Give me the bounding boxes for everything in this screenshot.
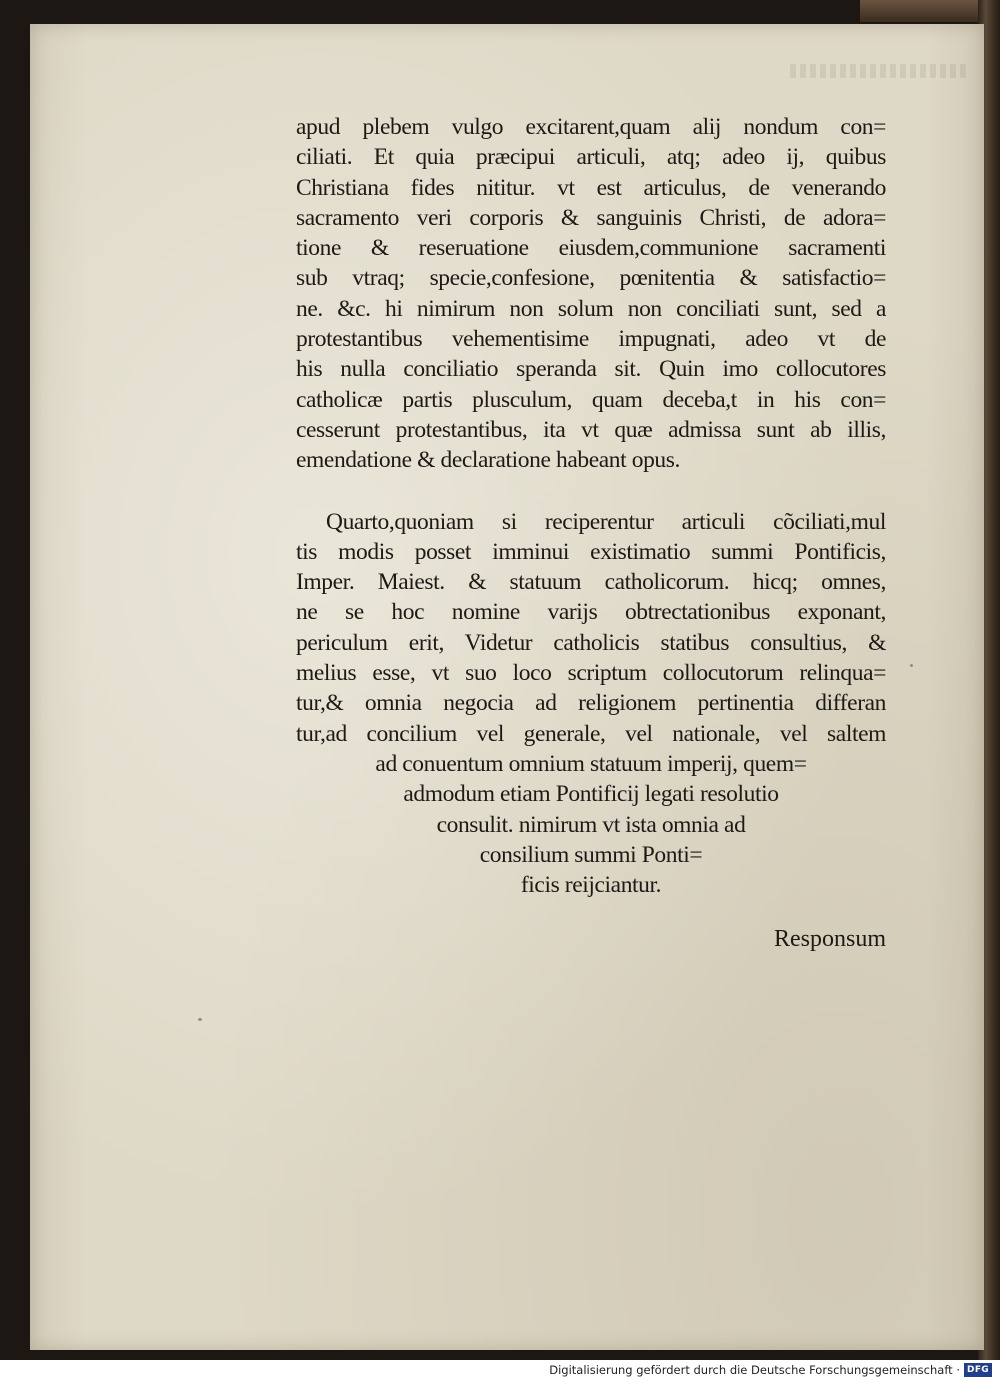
funding-credit: Digitalisierung gefördert durch die Deutsche Forschungsgemeinschaft · xyxy=(549,1363,960,1377)
text-line: Imper. Maiest. & statuum catholicorum. hicq; omnes, xyxy=(296,569,886,596)
catchword: Responsum xyxy=(773,926,886,952)
text-line: periculum erit, Videtur catholicis statibus consultius, & xyxy=(296,629,886,656)
text-line: emendatione & declaratione habeant opus. xyxy=(296,447,680,474)
paper-speck xyxy=(910,664,913,667)
paper-speck xyxy=(198,1018,202,1021)
text-line: tione & reseruatione eiusdem,communione sacramenti xyxy=(296,235,886,262)
text-line: Quarto,quoniam si reciperentur articuli cõciliati,mul xyxy=(326,508,886,535)
text-line: sub vtraq; specie,confesione, pœnitentia & satisfactio= xyxy=(296,265,886,292)
text-line: ne. &c. hi nimirum non solum non conciliati sunt, sed a xyxy=(296,295,886,322)
text-line: ne se hoc nomine varijs obtrectationibus exponant, xyxy=(296,599,886,626)
paragraph-1 xyxy=(296,112,886,476)
page-text xyxy=(296,112,886,900)
text-line: Christiana fides nititur. vt est articulus, de venerando xyxy=(296,174,886,201)
text-line: ciliati. Et quia præcipui articuli, atq; adeo ij, quibus xyxy=(296,144,886,171)
show-through-text xyxy=(790,64,970,78)
tapered-line: ficis reijciantur. xyxy=(520,872,662,899)
text-line: tur,ad concilium vel generale, vel nationale, vel saltem xyxy=(296,720,886,747)
dfg-logo[interactable]: DFG xyxy=(964,1363,992,1377)
text-line: protestantibus vehementisime impugnati, adeo vt de xyxy=(296,326,886,353)
paragraph-2 xyxy=(296,507,886,901)
text-line: sacramento veri corporis & sanguinis Christi, de adora= xyxy=(296,204,886,231)
tapered-line: admodum etiam Pontificij legati resolutio xyxy=(403,781,779,808)
text-line: tis modis posset imminui existimatio summi Pontificis, xyxy=(296,538,886,565)
text-line: tur,& omnia negocia ad religionem pertinentia differan xyxy=(296,690,886,717)
tapered-line: consilium summi Ponti= xyxy=(479,841,703,868)
digitization-footer xyxy=(0,1360,1000,1381)
tapered-line: ad conuentum omnium statuum imperij, quem= xyxy=(375,750,807,777)
text-line: catholicæ partis plusculum, quam deceba,t in his con= xyxy=(296,386,886,413)
text-line: melius esse, vt suo loco scriptum collocutorum relinqua= xyxy=(296,660,886,687)
text-line: his nulla conciliatio speranda sit. Quin imo collocutores xyxy=(296,356,886,383)
tapered-line: consulit. nimirum vt ista omnia ad xyxy=(436,811,746,838)
text-line: cesserunt protestantibus, ita vt quæ admissa sunt ab illis, xyxy=(296,416,886,443)
text-line: apud plebem vulgo excitarent,quam alij nondum con= xyxy=(296,114,886,140)
